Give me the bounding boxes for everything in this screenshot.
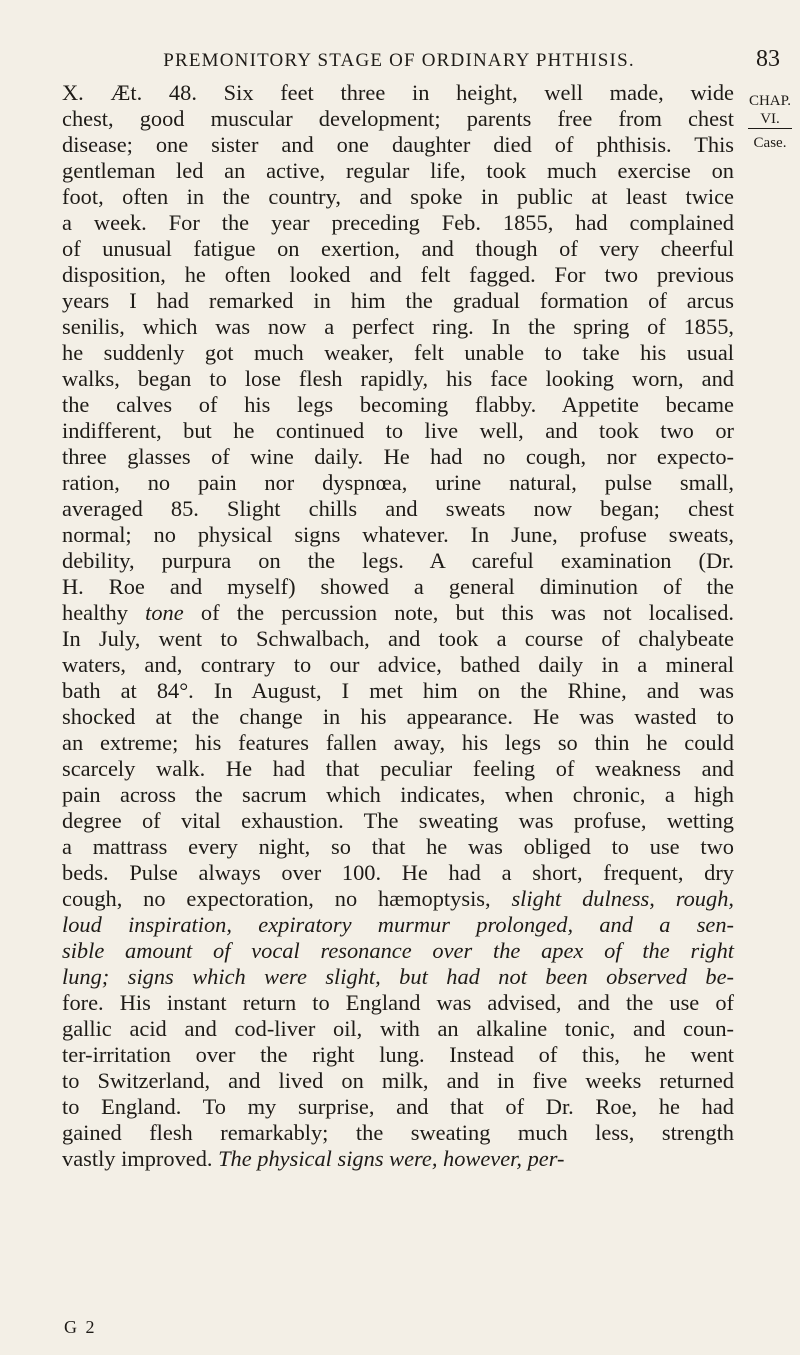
body-line: beds. Pulse always over 100. He had a short, frequent, dry: [62, 860, 734, 885]
body-line: loud inspiration, expiratory murmur prolonged, and a sen-: [62, 912, 734, 937]
signature-mark: G 2: [64, 1317, 97, 1337]
body-line: sible amount of vocal resonance over the apex of the right: [62, 938, 734, 963]
body-line: shocked at the change in his appearance. He was wasted to: [62, 704, 734, 729]
body-line: of unusual fatigue on exertion, and though of very cheerful: [62, 236, 734, 261]
body-line: three glasses of wine daily. He had no cough, nor expecto-: [62, 444, 734, 469]
body-line: to England. To my surprise, and that of Dr. Roe, he had: [62, 1094, 734, 1119]
body-line: the calves of his legs becoming flabby. Appetite became: [62, 392, 734, 417]
body-line: bath at 84°. In August, I met him on the Rhine, and was: [62, 678, 734, 703]
body-line: indifferent, but he continued to live well, and took two or: [62, 418, 734, 443]
body-line: walks, began to lose flesh rapidly, his face looking worn, and: [62, 366, 734, 391]
body-line: disease; one sister and one daughter died of phthisis. This: [62, 132, 734, 157]
body-line: cough, no expectoration, no hæmoptysis, slight dulness, rough,: [62, 886, 734, 911]
body-line: In July, went to Schwalbach, and took a course of chalybeate: [62, 626, 734, 651]
margin-chapter-label: CHAP.: [748, 93, 792, 109]
body-line: disposition, he often looked and felt fagged. For two previous: [62, 262, 734, 287]
body-line: degree of vital exhaustion. The sweating was profuse, wetting: [62, 808, 734, 833]
body-line: years I had remarked in him the gradual formation of arcus: [62, 288, 734, 313]
body-line: normal; no physical signs whatever. In June, profuse sweats,: [62, 522, 734, 547]
body-line: pain across the sacrum which indicates, when chronic, a high: [62, 782, 734, 807]
body-line: chest, good muscular development; parents free from chest: [62, 106, 734, 131]
body-line: a week. For the year preceding Feb. 1855, had complained: [62, 210, 734, 235]
body-line: a mattrass every night, so that he was obliged to use two: [62, 834, 734, 859]
body-line: gallic acid and cod-liver oil, with an alkaline tonic, and coun-: [62, 1016, 734, 1041]
body-line: to Switzerland, and lived on milk, and in five weeks returned: [62, 1068, 734, 1093]
body-line: gained flesh remarkably; the sweating much less, strength: [62, 1120, 734, 1145]
body-line: senilis, which was now a perfect ring. In the spring of 1855,: [62, 314, 734, 339]
body-line: vastly improved. The physical signs were, however, per-: [62, 1146, 565, 1171]
body-line: ration, no pain nor dyspnœa, urine natural, pulse small,: [62, 470, 734, 495]
body-text: [62, 80, 734, 1172]
page-number: 83: [756, 46, 780, 72]
body-line: he suddenly got much weaker, felt unable to take his usual: [62, 340, 734, 365]
italic-phrase: tone: [145, 600, 184, 625]
italic-phrase: slight dulness, rough,: [511, 886, 734, 911]
body-line: H. Roe and myself) showed a general diminution of the: [62, 574, 734, 599]
body-line: debility, purpura on the legs. A careful examination (Dr.: [62, 548, 734, 573]
margin-chapter-number: VI.: [748, 111, 792, 129]
body-line: fore. His instant return to England was advised, and the use of: [62, 990, 734, 1015]
body-line: scarcely walk. He had that peculiar feeling of weakness and: [62, 756, 734, 781]
margin-case-label: Case.: [753, 135, 787, 151]
running-head: PREMONITORY STAGE OF ORDINARY PHTHISIS.: [163, 50, 635, 71]
body-line: an extreme; his features fallen away, his legs so thin he could: [62, 730, 734, 755]
body-line: X. Æt. 48. Six feet three in height, well made, wide: [62, 80, 734, 105]
italic-phrase: The physical signs were, however, per-: [218, 1146, 565, 1171]
body-line: healthy tone of the percussion note, but this was not localised.: [62, 600, 734, 625]
body-line: gentleman led an active, regular life, took much exercise on: [62, 158, 734, 183]
body-line: ter-irritation over the right lung. Instead of this, he went: [62, 1042, 734, 1067]
margin-note: [740, 92, 800, 153]
body-line: averaged 85. Slight chills and sweats now began; chest: [62, 496, 734, 521]
body-line: foot, often in the country, and spoke in public at least twice: [62, 184, 734, 209]
body-line: lung; signs which were slight, but had not been observed be-: [62, 964, 734, 989]
body-line: waters, and, contrary to our advice, bathed daily in a mineral: [62, 652, 734, 677]
